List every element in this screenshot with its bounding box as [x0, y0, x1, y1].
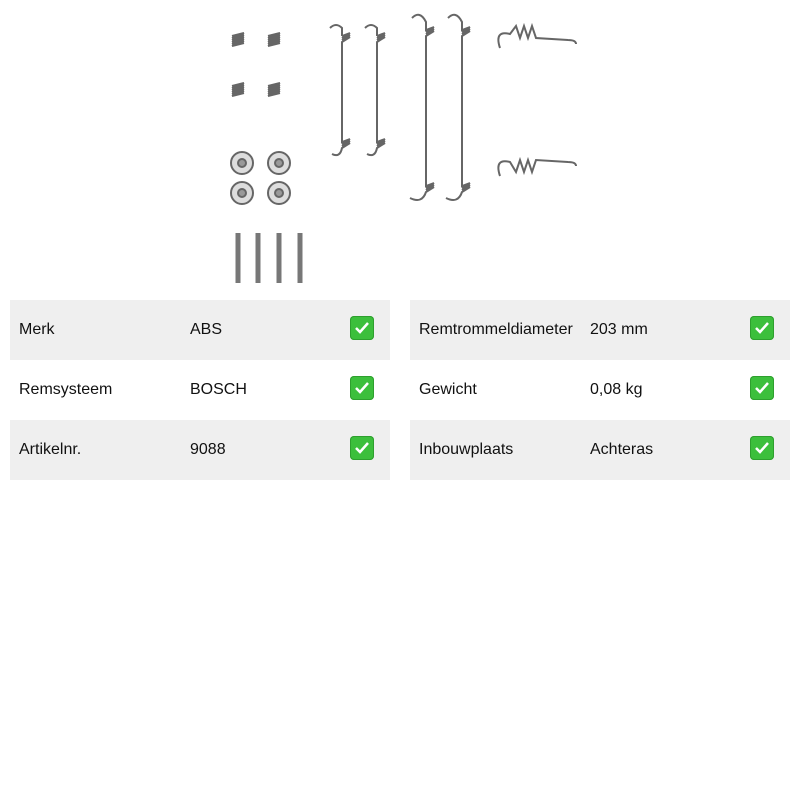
check-icon: [350, 316, 374, 340]
spec-label: Remsysteem: [19, 381, 113, 398]
spec-row-merk: [10, 300, 390, 360]
check-icon: [350, 376, 374, 400]
spec-row-gewicht: [410, 360, 790, 420]
spec-table-left: [10, 300, 390, 480]
spec-value: 9088: [190, 441, 226, 458]
spec-table-right: [410, 300, 790, 480]
spec-label: Merk: [19, 321, 55, 338]
return-spring-icon: [330, 15, 470, 200]
check-icon: [750, 436, 774, 460]
spec-label: Artikelnr.: [19, 441, 82, 458]
check-icon: [750, 376, 774, 400]
spec-value: Achteras: [590, 441, 654, 458]
compression-spring-icon: [232, 33, 280, 96]
adjuster-spring-icon: [498, 26, 576, 176]
check-icon: [350, 436, 374, 460]
hold-down-pin-icon: [238, 233, 300, 283]
spec-row-inbouwplaats: [410, 420, 790, 480]
spec-value: ABS: [190, 321, 223, 338]
spec-value: 203 mm: [590, 321, 648, 338]
spec-value: BOSCH: [190, 381, 247, 398]
spec-row-remsysteem: [10, 360, 390, 420]
spec-value: 0,08 kg: [590, 381, 643, 398]
product-image: [220, 8, 580, 293]
spec-row-remtrommeldiameter: [410, 300, 790, 360]
check-icon: [750, 316, 774, 340]
spring-cup-icon: [231, 152, 290, 204]
spec-label: Remtrommeldiameter: [419, 321, 573, 338]
spec-label: Inbouwplaats: [419, 441, 514, 458]
spec-row-artikelnr: [10, 420, 390, 480]
spec-label: Gewicht: [419, 381, 477, 398]
